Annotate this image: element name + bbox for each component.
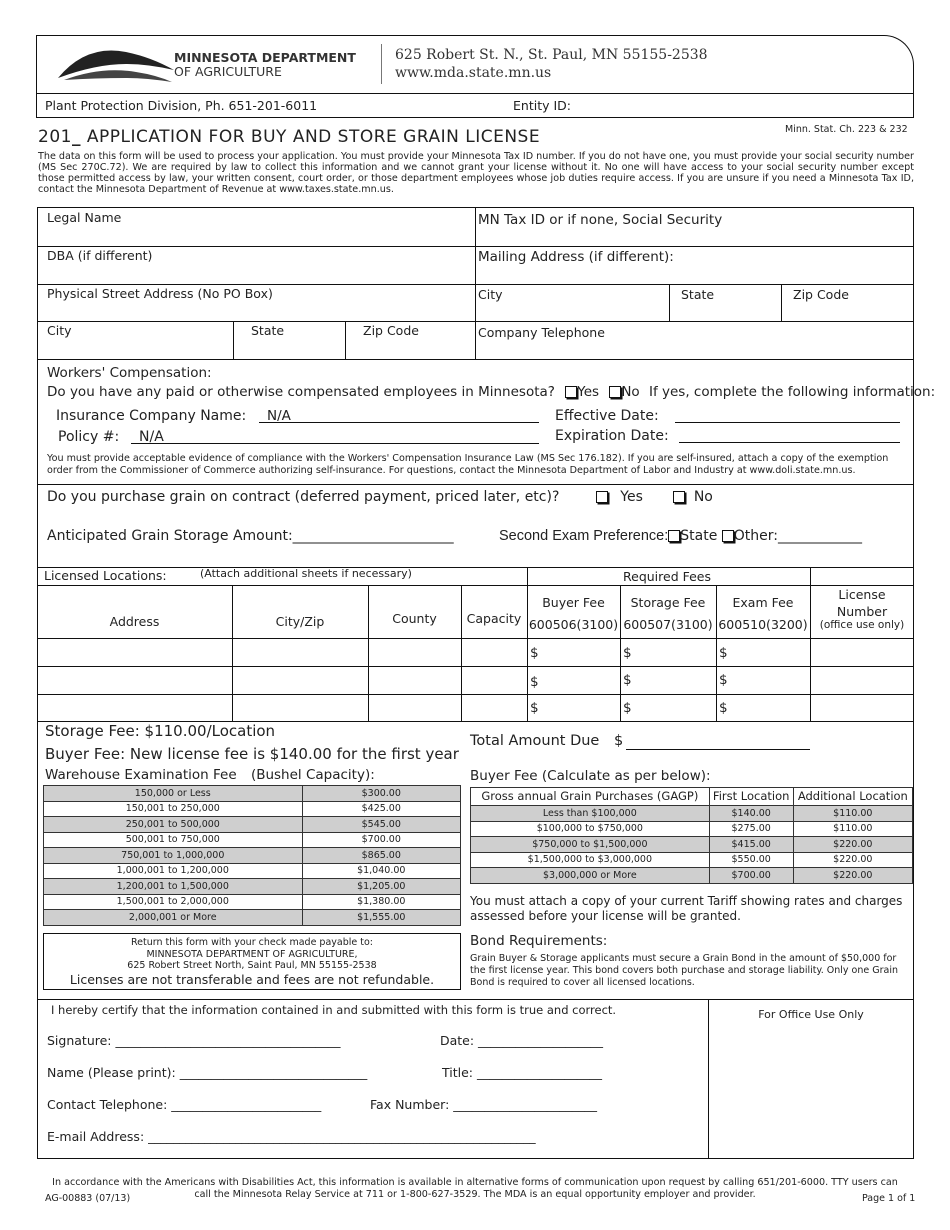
physical-city-field[interactable]: City bbox=[47, 323, 72, 338]
contract-no-label: No bbox=[693, 489, 713, 505]
gagp-row bbox=[471, 868, 913, 884]
bushel-range: 150,000 or Less bbox=[44, 786, 303, 802]
exam-fee-amount: $1,040.00 bbox=[302, 863, 460, 879]
col-license-label3: (office use only) bbox=[819, 619, 905, 631]
title-text: APPLICATION FOR BUY AND STORE GRAIN LICENSE bbox=[80, 127, 541, 147]
header-divider bbox=[381, 44, 382, 84]
additional-location-header: Additional Location bbox=[793, 788, 912, 806]
col-buyer-fee-label: Buyer Fee bbox=[542, 595, 605, 610]
effective-date-label: Effective Date: bbox=[555, 408, 659, 424]
bushel-range: 1,000,001 to 1,200,000 bbox=[44, 863, 303, 879]
mda-logo-icon bbox=[56, 38, 176, 84]
office-use-label: For Office Use Only bbox=[758, 1008, 864, 1021]
policy-input[interactable] bbox=[131, 426, 539, 444]
expiration-date-input[interactable] bbox=[679, 425, 900, 443]
exam-state-checkbox[interactable] bbox=[668, 530, 680, 542]
return-box bbox=[43, 933, 461, 990]
exam-other-field[interactable]: Other:____________ bbox=[733, 528, 863, 544]
col-storage-fee-code: 600507(3100) bbox=[623, 617, 713, 632]
warehouse-fee-row bbox=[44, 786, 461, 802]
exam-fee-amount: $1,380.00 bbox=[302, 894, 460, 910]
insurance-company-value: N/A bbox=[267, 408, 291, 424]
exam-fee-amount: $865.00 bbox=[302, 848, 460, 864]
employees-question bbox=[47, 384, 935, 400]
gagp-row bbox=[471, 806, 913, 822]
total-due-label: Total Amount Due bbox=[470, 733, 600, 749]
gagp-range: $100,000 to $750,000 bbox=[471, 821, 710, 837]
dept-address bbox=[395, 46, 708, 82]
row2-buyer-fee[interactable]: $ bbox=[530, 674, 539, 690]
bushel-range: 2,000,001 or More bbox=[44, 910, 303, 926]
row3-storage-fee[interactable]: $ bbox=[623, 700, 632, 716]
first-location-fee: $700.00 bbox=[709, 868, 793, 884]
policy-label: Policy #: bbox=[58, 429, 120, 445]
statute: Minn. Stat. Ch. 223 & 232 bbox=[785, 124, 908, 135]
exam-preference-label: Second Exam Preference: bbox=[499, 528, 669, 544]
first-location-fee: $550.00 bbox=[709, 852, 793, 868]
gagp-table bbox=[470, 787, 913, 884]
col-city: City/Zip bbox=[275, 614, 325, 629]
exam-state-label: State bbox=[680, 528, 718, 544]
warehouse-fee-table bbox=[43, 785, 461, 926]
dept-line2: OF AGRICULTURE bbox=[174, 64, 282, 79]
division-bar bbox=[36, 93, 914, 118]
ada-notice: In accordance with the Americans with Disabilities Act, this information is available in alternative forms of communication upon request by calling 651/201-6000. TTY users can call the Minnesota Relay Service at 711 or 1-800-627-3529. The MDA is an equal opportunity employer and provider. bbox=[52, 1177, 898, 1200]
warehouse-fee-row bbox=[44, 879, 461, 895]
legal-name-field[interactable]: Legal Name bbox=[47, 210, 122, 225]
gagp-col-header: Gross annual Grain Purchases (GAGP) bbox=[471, 788, 710, 806]
col-license-label2: Number bbox=[836, 604, 888, 619]
locations-heading: Licensed Locations: bbox=[44, 568, 167, 583]
exam-fee-amount: $425.00 bbox=[302, 801, 460, 817]
signature-field[interactable]: Signature: ____________________________________ bbox=[47, 1033, 341, 1048]
col-capacity: Capacity bbox=[466, 611, 522, 626]
bushel-range: 750,001 to 1,000,000 bbox=[44, 848, 303, 864]
required-fees-heading: Required Fees bbox=[623, 569, 712, 584]
additional-location-fee: $220.00 bbox=[793, 837, 912, 853]
page-title bbox=[38, 127, 540, 147]
col-exam-fee-code: 600510(3200) bbox=[718, 617, 808, 632]
gagp-range: $1,500,000 to $3,000,000 bbox=[471, 852, 710, 868]
additional-location-fee: $220.00 bbox=[793, 852, 912, 868]
form-number: AG-00883 (07/13) bbox=[45, 1193, 131, 1204]
gagp-range: $3,000,000 or More bbox=[471, 868, 710, 884]
col-storage-fee-label: Storage Fee bbox=[630, 595, 706, 610]
bushel-range: 1,200,001 to 1,500,000 bbox=[44, 879, 303, 895]
additional-location-fee: $220.00 bbox=[793, 868, 912, 884]
employees-question-text: Do you have any paid or otherwise compensated employees in Minnesota? bbox=[47, 384, 555, 400]
total-due-input[interactable] bbox=[626, 733, 810, 750]
buyer-fee-info: Buyer Fee: New license fee is $140.00 for the first year bbox=[45, 745, 459, 763]
mailing-city-field[interactable]: City bbox=[478, 287, 503, 302]
mailing-state-field[interactable]: State bbox=[681, 287, 715, 302]
warehouse-fee-row bbox=[44, 832, 461, 848]
certify-statement: I hereby certify that the information contained in and submitted with this form is true and correct. bbox=[51, 1003, 617, 1017]
physical-state-field[interactable]: State bbox=[251, 323, 285, 338]
company-telephone-field[interactable]: Company Telephone bbox=[478, 325, 605, 340]
division: Plant Protection Division, Ph. 651-201-6011 bbox=[45, 98, 318, 113]
entity-id-label: Entity ID: bbox=[513, 98, 571, 113]
exam-fee-amount: $700.00 bbox=[302, 832, 460, 848]
title-year-blank: _ bbox=[71, 127, 81, 147]
name-field[interactable]: Name (Please print): ______________________________ bbox=[47, 1065, 368, 1080]
storage-amount-field[interactable]: Anticipated Grain Storage Amount:_______________________ bbox=[47, 528, 454, 544]
first-location-fee: $415.00 bbox=[709, 837, 793, 853]
row3-exam-fee[interactable]: $ bbox=[719, 700, 728, 716]
street-address: 625 Robert St. N., St. Paul, MN 55155-2538 bbox=[395, 47, 708, 63]
col-license-label1: License bbox=[838, 587, 886, 602]
employees-no-label: No bbox=[621, 384, 640, 400]
contact-telephone-field[interactable]: Contact Telephone: ________________________ bbox=[47, 1097, 322, 1112]
mailing-zip-field[interactable]: Zip Code bbox=[793, 287, 849, 302]
exam-other-checkbox[interactable] bbox=[722, 530, 734, 542]
email-field[interactable]: E-mail Address: ______________________________________________________________ bbox=[47, 1129, 536, 1144]
workers-comp-heading: Workers' Compensation: bbox=[47, 365, 212, 381]
warehouse-fee-row bbox=[44, 848, 461, 864]
row3-buyer-fee[interactable]: $ bbox=[530, 700, 539, 716]
exam-preference bbox=[499, 528, 862, 544]
col-exam-fee bbox=[716, 592, 810, 636]
website: www.mda.state.mn.us bbox=[395, 65, 552, 81]
insurance-company-input[interactable] bbox=[259, 405, 539, 423]
additional-location-fee: $110.00 bbox=[793, 821, 912, 837]
dba-field[interactable]: DBA (if different) bbox=[47, 248, 153, 263]
row1-storage-fee[interactable]: $ bbox=[623, 645, 632, 661]
gagp-range: $750,000 to $1,500,000 bbox=[471, 837, 710, 853]
warehouse-heading bbox=[45, 767, 375, 783]
row2-exam-fee[interactable]: $ bbox=[719, 672, 728, 688]
first-location-fee: $275.00 bbox=[709, 821, 793, 837]
warehouse-fee-row bbox=[44, 817, 461, 833]
tariff-note: You must attach a copy of your current Tariff showing rates and charges assessed before your license will be granted. bbox=[470, 894, 903, 923]
additional-location-fee: $110.00 bbox=[793, 806, 912, 822]
locations-table bbox=[37, 567, 914, 722]
bond-text: Grain Buyer & Storage applicants must secure a Grain Bond in the amount of $50,000 for the first license year. This bond covers both purchase and storage liability. Only one Grain Bond is required to cover all licensed locations. bbox=[470, 953, 899, 988]
fax-field[interactable]: Fax Number: _______________________ bbox=[370, 1097, 598, 1112]
mailing-address-field[interactable]: Mailing Address (if different): bbox=[478, 249, 674, 265]
total-due-dollar: $ bbox=[613, 733, 624, 749]
gagp-row bbox=[471, 821, 913, 837]
gagp-header-row bbox=[471, 788, 913, 806]
locations-attach-note: (Attach additional sheets if necessary) bbox=[200, 567, 412, 580]
buyer-calc-heading: Buyer Fee (Calculate as per below): bbox=[470, 768, 711, 784]
contract-yes-label: Yes bbox=[620, 489, 643, 505]
title-year: 201 bbox=[38, 127, 72, 147]
dept-line1: MINNESOTA DEPARTMENT bbox=[174, 50, 356, 65]
return-line3: 625 Robert Street North, Saint Paul, MN 55155-2538 bbox=[127, 960, 377, 971]
warehouse-fee-row bbox=[44, 863, 461, 879]
contract-question-text: Do you purchase grain on contract (deferred payment, priced later, etc)? bbox=[47, 489, 560, 505]
privacy-notice: The data on this form will be used to process your application. You must provide your Minnesota Tax ID number. If you do not have one, you must provide your social security number (MS Sec 270C.72). We are required by law to collect this information and we cannot grant your license without it. No one will have access to your social security number except those permitted access by law, your written consent, court order, or those department employees whose job duties require access. If you are unsure if you need a Minnesota Tax ID, contact the Minnesota Department of Revenue at www.taxes.state.mn.us. bbox=[38, 151, 914, 195]
return-line4: Licenses are not transferable and fees are not refundable. bbox=[69, 971, 435, 987]
bushel-range: 150,001 to 250,000 bbox=[44, 801, 303, 817]
return-line2: MINNESOTA DEPARTMENT OF AGRICULTURE, bbox=[146, 948, 358, 960]
warehouse-fee-row bbox=[44, 801, 461, 817]
bond-heading: Bond Requirements: bbox=[470, 933, 608, 949]
warehouse-fee-row bbox=[44, 894, 461, 910]
employees-yes-checkbox[interactable] bbox=[565, 386, 577, 398]
col-license-number bbox=[810, 586, 914, 631]
exam-fee-amount: $1,555.00 bbox=[302, 910, 460, 926]
policy-value: N/A bbox=[139, 429, 164, 445]
row2-storage-fee[interactable]: $ bbox=[623, 672, 632, 688]
return-line1: Return this form with your check made payable to: bbox=[131, 937, 373, 948]
first-location-header: First Location bbox=[709, 788, 793, 806]
employees-no-checkbox[interactable] bbox=[609, 386, 621, 398]
workers-comp-note: You must provide acceptable evidence of compliance with the Workers' Compensation Insurance Law (MS Sec 176.182). If you are self-insured, attach a copy of the exemption order from the Commissioner of Commerce authorizing self-insurance. For questions, contact the Minnesota Department of Labor and Industry at www.doli.state.mn.us. bbox=[47, 453, 889, 476]
exam-fee-amount: $1,205.00 bbox=[302, 879, 460, 895]
employees-yes-label: Yes bbox=[577, 384, 600, 400]
expiration-date-label: Expiration Date: bbox=[555, 428, 669, 444]
storage-fee-info: Storage Fee: $110.00/Location bbox=[45, 722, 276, 740]
col-buyer-fee bbox=[527, 592, 620, 636]
bushel-range: 500,001 to 750,000 bbox=[44, 832, 303, 848]
col-county: County bbox=[392, 611, 437, 626]
insurance-company-label: Insurance Company Name: bbox=[56, 408, 247, 424]
bushel-label: (Bushel Capacity): bbox=[250, 767, 375, 783]
effective-date-input[interactable] bbox=[675, 405, 900, 423]
warehouse-label: Warehouse Examination Fee bbox=[45, 767, 237, 783]
contract-question bbox=[47, 489, 713, 505]
physical-zip-field[interactable]: Zip Code bbox=[363, 323, 419, 338]
exam-fee-amount: $300.00 bbox=[302, 786, 460, 802]
contract-yes-checkbox[interactable] bbox=[596, 491, 608, 503]
row1-buyer-fee[interactable]: $ bbox=[530, 645, 539, 661]
bushel-range: 250,001 to 500,000 bbox=[44, 817, 303, 833]
title-field[interactable]: Title: ____________________ bbox=[442, 1065, 602, 1080]
page-number: Page 1 of 1 bbox=[862, 1193, 916, 1204]
gagp-row bbox=[471, 837, 913, 853]
total-due bbox=[470, 733, 623, 749]
physical-address-field[interactable]: Physical Street Address (No PO Box) bbox=[47, 286, 273, 301]
col-exam-fee-label: Exam Fee bbox=[732, 595, 794, 610]
dept-name bbox=[174, 51, 356, 79]
col-address: Address bbox=[109, 614, 160, 629]
col-storage-fee bbox=[620, 592, 716, 636]
gagp-range: Less than $100,000 bbox=[471, 806, 710, 822]
contract-no-checkbox[interactable] bbox=[673, 491, 685, 503]
bushel-range: 1,500,001 to 2,000,000 bbox=[44, 894, 303, 910]
warehouse-fee-row bbox=[44, 910, 461, 926]
gagp-row bbox=[471, 852, 913, 868]
employees-followup: If yes, complete the following information: bbox=[648, 384, 936, 400]
date-field[interactable]: Date: ____________________ bbox=[440, 1033, 604, 1048]
first-location-fee: $140.00 bbox=[709, 806, 793, 822]
exam-fee-amount: $545.00 bbox=[302, 817, 460, 833]
col-buyer-fee-code: 600506(3100) bbox=[528, 617, 619, 632]
tax-id-field[interactable]: MN Tax ID or if none, Social Security bbox=[478, 212, 723, 228]
row1-exam-fee[interactable]: $ bbox=[719, 645, 728, 661]
